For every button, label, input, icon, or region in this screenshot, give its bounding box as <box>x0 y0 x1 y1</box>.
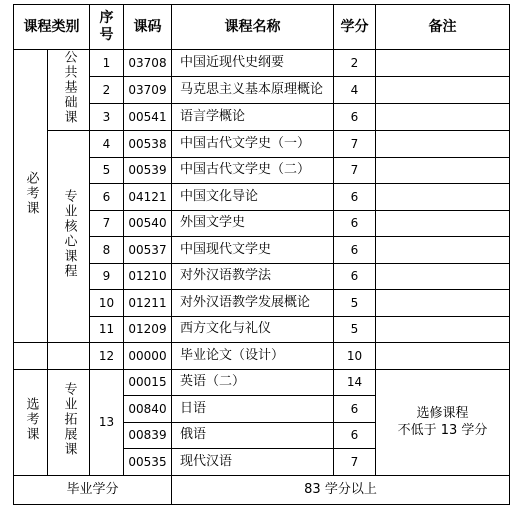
thesis-subcategory-blank <box>48 343 90 370</box>
row-credit: 10 <box>334 343 376 370</box>
table-row <box>14 131 510 158</box>
row-credit: 6 <box>334 104 376 131</box>
header-name: 课程名称 <box>172 5 334 50</box>
course-table-container <box>13 4 509 500</box>
header-row <box>14 5 510 50</box>
row-remark <box>376 131 510 158</box>
row-name: 中国文化导论 <box>172 184 334 211</box>
row-remark <box>376 157 510 184</box>
row-credit: 6 <box>334 210 376 237</box>
elective-code: 00535 <box>124 449 172 476</box>
row-credit: 4 <box>334 77 376 104</box>
row-code: 03709 <box>124 77 172 104</box>
row-name: 中国古代文学史（二） <box>172 157 334 184</box>
group-public-basic: 公共基础课 <box>48 50 90 131</box>
row-remark <box>376 104 510 131</box>
row-code: 01210 <box>124 263 172 290</box>
row-name: 毕业论文（设计） <box>172 343 334 370</box>
row-remark <box>376 316 510 343</box>
row-name: 中国近现代史纲要 <box>172 50 334 77</box>
row-code: 00539 <box>124 157 172 184</box>
elective-credit: 6 <box>334 422 376 449</box>
row-no: 11 <box>90 316 124 343</box>
row-no: 5 <box>90 157 124 184</box>
row-no: 9 <box>90 263 124 290</box>
row-no: 8 <box>90 237 124 264</box>
row-name: 外国文学史 <box>172 210 334 237</box>
row-credit: 7 <box>334 131 376 158</box>
elective-name: 俄语 <box>172 422 334 449</box>
header-category: 课程类别 <box>14 5 90 50</box>
row-code: 03708 <box>124 50 172 77</box>
elective-credit: 14 <box>334 369 376 396</box>
row-code: 00000 <box>124 343 172 370</box>
row-credit: 6 <box>334 237 376 264</box>
elective-remark <box>376 369 510 475</box>
row-no: 7 <box>90 210 124 237</box>
table-row <box>14 50 510 77</box>
row-remark <box>376 77 510 104</box>
footer-row <box>14 475 510 504</box>
row-code: 00541 <box>124 104 172 131</box>
row-no: 1 <box>90 50 124 77</box>
row-code: 01209 <box>124 316 172 343</box>
row-name: 中国古代文学史（一） <box>172 131 334 158</box>
table-row-thesis <box>14 343 510 370</box>
elective-code: 00839 <box>124 422 172 449</box>
elective-code: 00015 <box>124 369 172 396</box>
header-seq-line2: 号 <box>99 27 114 43</box>
elective-credit: 7 <box>334 449 376 476</box>
row-remark <box>376 237 510 264</box>
group-elective: 选考课 <box>14 369 48 475</box>
header-remark: 备注 <box>376 5 510 50</box>
row-no: 6 <box>90 184 124 211</box>
row-no: 10 <box>90 290 124 317</box>
row-code: 00538 <box>124 131 172 158</box>
header-code: 课码 <box>124 5 172 50</box>
row-name: 西方文化与礼仪 <box>172 316 334 343</box>
thesis-category-blank <box>14 343 48 370</box>
row-name: 对外汉语教学发展概论 <box>172 290 334 317</box>
footer-label: 毕业学分 <box>14 475 172 504</box>
row-no: 4 <box>90 131 124 158</box>
elective-code: 00840 <box>124 396 172 423</box>
elective-remark-line1: 选修课程 <box>416 405 469 421</box>
row-credit: 5 <box>334 290 376 317</box>
row-no: 12 <box>90 343 124 370</box>
footer-value: 83 学分以上 <box>172 475 510 504</box>
group-major-ext: 专业拓展课 <box>48 369 90 475</box>
elective-name: 现代汉语 <box>172 449 334 476</box>
row-remark <box>376 343 510 370</box>
elective-name: 日语 <box>172 396 334 423</box>
row-remark <box>376 263 510 290</box>
row-name: 中国现代文学史 <box>172 237 334 264</box>
row-no: 2 <box>90 77 124 104</box>
row-credit: 2 <box>334 50 376 77</box>
header-credit: 学分 <box>334 5 376 50</box>
course-table <box>13 4 510 505</box>
row-remark <box>376 184 510 211</box>
header-seq <box>90 5 124 50</box>
row-name: 语言学概论 <box>172 104 334 131</box>
elective-no: 13 <box>90 369 124 475</box>
row-credit: 7 <box>334 157 376 184</box>
elective-remark-line2: 不低于 13 学分 <box>397 422 488 438</box>
row-code: 04121 <box>124 184 172 211</box>
table-row-elective <box>14 369 510 396</box>
row-no: 3 <box>90 104 124 131</box>
row-code: 00537 <box>124 237 172 264</box>
row-name: 马克思主义基本原理概论 <box>172 77 334 104</box>
row-code: 01211 <box>124 290 172 317</box>
row-remark <box>376 290 510 317</box>
elective-name: 英语（二） <box>172 369 334 396</box>
row-remark <box>376 50 510 77</box>
header-seq-line1: 序 <box>99 10 114 26</box>
elective-credit: 6 <box>334 396 376 423</box>
group-major-core: 专业核心课程 <box>48 131 90 343</box>
row-name: 对外汉语教学法 <box>172 263 334 290</box>
row-credit: 5 <box>334 316 376 343</box>
row-code: 00540 <box>124 210 172 237</box>
row-credit: 6 <box>334 263 376 290</box>
group-required: 必考课 <box>14 50 48 343</box>
row-remark <box>376 210 510 237</box>
row-credit: 6 <box>334 184 376 211</box>
